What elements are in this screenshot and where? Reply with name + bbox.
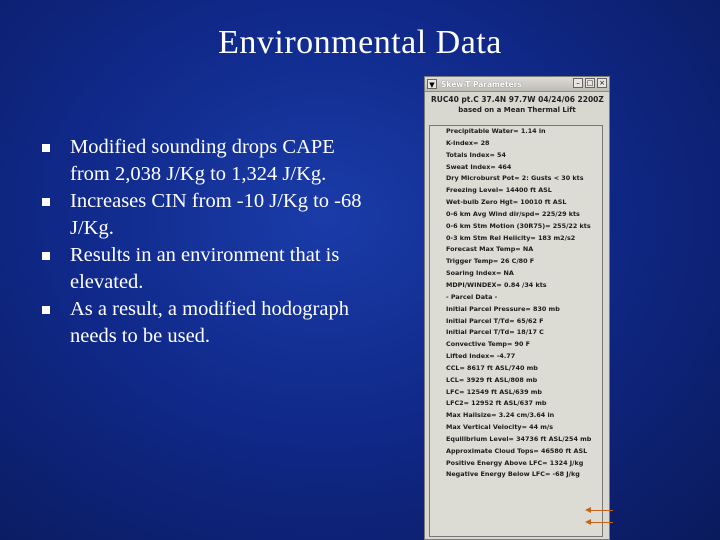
parameter-row: Precipitable Water= 1.14 in (446, 127, 546, 135)
bullet-text: Increases CIN from -10 J/Kg to -68 J/Kg. (70, 190, 362, 239)
parameter-row: Initial Parcel T/Td= 65/62 F (446, 316, 544, 325)
slide-title: Environmental Data (218, 24, 502, 61)
parameter-row: Soaring Index= NA (446, 269, 514, 278)
parameter-row: LFC= 12549 ft ASL/639 mb (446, 387, 542, 396)
parameter-row: Forecast Max Temp= NA (446, 245, 534, 254)
parameter-row: 0-3 km Stm Rel Helicity= 183 m2/s2 (446, 233, 576, 242)
lift-method-label: based on a Mean Thermal Lift (458, 106, 576, 114)
parameter-row: - Parcel Data - (446, 292, 498, 301)
minimize-button[interactable]: – (573, 78, 583, 88)
parameter-row: LFC2= 12952 ft ASL/637 mb (446, 399, 547, 408)
bullet-list (36, 134, 366, 350)
parameter-row: Freezing Level= 14400 ft ASL (446, 186, 552, 195)
arrow-negative-energy (587, 522, 613, 523)
parameter-row: Convective Temp= 90 F (446, 340, 531, 349)
parameter-row: Max Vertical Velocity= 44 m/s (446, 423, 554, 432)
close-button[interactable]: × (597, 78, 607, 88)
bullet-item (36, 242, 366, 296)
parameter-list[interactable] (429, 125, 603, 537)
parameter-row: Dry Microburst Pot= 2: Gusts < 30 kts (446, 174, 584, 183)
parameter-row: Lifted Index= -4.77 (446, 352, 516, 361)
parameter-row: Sweat Index= 464 (446, 162, 512, 171)
parameter-row: LCL= 3929 ft ASL/808 mb (446, 375, 538, 384)
parameter-row: Initial Parcel Pressure= 830 mb (446, 304, 560, 313)
window-title: Skew-T Parameters (441, 79, 522, 89)
sounding-header: RUC40 pt.C 37.4N 97.7W 04/24/06 2200Z (431, 95, 604, 104)
arrow-positive-energy (587, 510, 613, 511)
parameter-row: K-Index= 28 (446, 138, 490, 147)
parameter-row: Equilibrium Level= 34736 ft ASL/254 mb (446, 434, 592, 443)
parameter-row: Totals Index= 54 (446, 150, 506, 159)
square-bullet-icon (42, 306, 50, 314)
parameter-row: Positive Energy Above LFC= 1324 J/kg (446, 458, 584, 467)
parameter-row: 0-6 km Stm Motion (30R75)= 255/22 kts (446, 221, 591, 230)
parameter-row: Approximate Cloud Tops= 46580 ft ASL (446, 446, 588, 455)
bullet-item (36, 134, 366, 188)
bullet-item (36, 188, 366, 242)
bullet-text: Results in an environment that is elevated. (70, 244, 340, 293)
parameter-row: CCL= 8617 ft ASL/740 mb (446, 363, 538, 372)
parameter-row: 0-6 km Avg Wind dir/spd= 225/29 kts (446, 209, 580, 218)
parameter-row: Max Hailsize= 3.24 cm/3.64 in (446, 411, 555, 420)
square-bullet-icon (42, 252, 50, 260)
parameter-row: Initial Parcel T/Td= 18/17 C (446, 328, 544, 337)
bullet-text: Modified sounding drops CAPE from 2,038 J/Kg to 1,324 J/Kg. (70, 136, 335, 185)
skewt-parameters-window (424, 76, 610, 540)
window-titlebar[interactable] (425, 77, 609, 92)
square-bullet-icon (42, 198, 50, 206)
parameter-row: Trigger Temp= 26 C/80 F (446, 257, 535, 266)
bullet-item (36, 296, 366, 350)
maximize-button[interactable]: □ (586, 79, 594, 87)
parameter-row: Negative Energy Below LFC= -68 J/kg (446, 470, 580, 479)
chevron-down-icon[interactable]: ▼ (427, 79, 437, 89)
square-bullet-icon (42, 144, 50, 152)
parameter-row: Wet-bulb Zero Hgt= 10010 ft ASL (446, 198, 567, 207)
parameter-row: MDPI/WINDEX= 0.84 /34 kts (446, 280, 547, 289)
bullet-text: As a result, a modified hodograph needs to be used. (70, 298, 349, 347)
